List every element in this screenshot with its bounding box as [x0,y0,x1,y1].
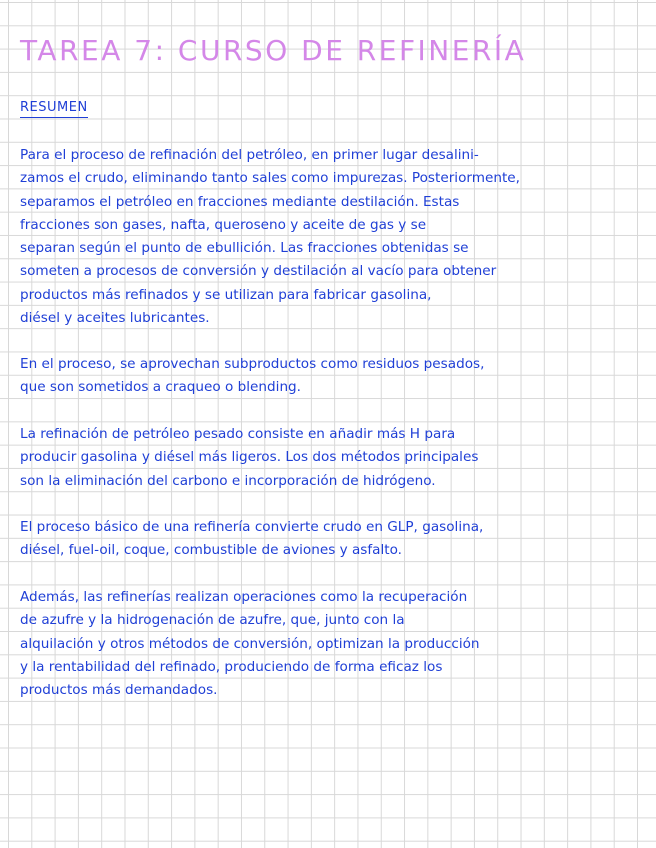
text-line: Para el proceso de refinación del petróleo, en primer lugar desalini- [20,147,479,163]
text-line: La refinación de petróleo pesado consiste en añadir más H para [20,426,456,442]
paragraph-operations [20,586,638,702]
text-line: diésel, fuel-oil, coque, combustible de aviones y asfalto. [20,542,403,559]
page-title: TAREA 7: CURSO DE REFINERÍA [20,34,527,67]
text-line: y la rentabilidad del refinado, produciendo de forma eficaz los [20,658,443,675]
text-line: que son sometidos a craqueo o blending. [20,379,302,396]
text-line: El proceso básico de una refinería convierte crudo en GLP, gasolina, [20,519,484,535]
paragraph-heavy-oil [20,423,638,493]
text-line: producir gasolina y diésel más ligeros. Los dos métodos principales [20,449,479,466]
text-line: diésel y aceites lubricantes. [20,310,210,327]
text-line: separamos el petróleo en fracciones mediante destilación. Estas [20,193,460,210]
text-line: productos más refinados y se utilizan para fabricar gasolina, [20,286,432,303]
text-line: fracciones son gases, nafta, queroseno y aceite de gas y se [20,216,427,233]
text-line: Además, las refinerías realizan operaciones como la recuperación [20,589,468,605]
text-line: productos más demandados. [20,682,218,699]
text-line: En el proceso, se aprovechan subproductos como residuos pesados, [20,356,485,372]
section-heading: RESUMEN [20,100,88,118]
text-line: de azufre y la hidrogenación de azufre, que, junto con la [20,612,405,629]
paragraph-refining-process [20,144,638,330]
paragraph-byproducts [20,353,638,400]
text-line: someten a procesos de conversión y destilación al vacío para obtener [20,263,497,280]
text-line: son la eliminación del carbono e incorporación de hidrógeno. [20,472,436,489]
text-line: alquilación y otros métodos de conversión, optimizan la producción [20,635,480,652]
text-line: zamos el crudo, eliminando tanto sales como impurezas. Posteriormente, [20,170,520,187]
text-line: separan según el punto de ebullición. Las fracciones obtenidas se [20,240,469,257]
paragraph-basic-process [20,516,638,563]
